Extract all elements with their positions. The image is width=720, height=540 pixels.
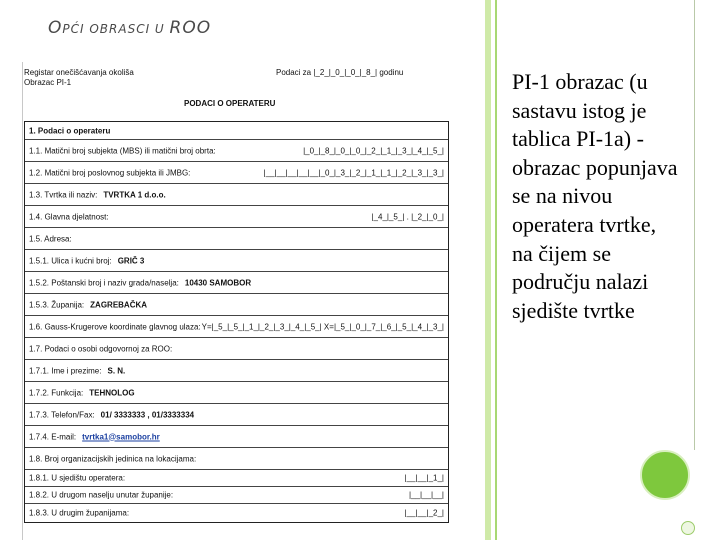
slide-body-text: PI-1 obrazac (u sastavu istog je tablica PI-1a) - obrazac popunjava se na nivou operatera tvrtke, na čijem se području nalazi sjedište tvrtke [512, 69, 678, 323]
operator-form-table [24, 121, 449, 523]
row-code: |__|__|_2_| [404, 508, 444, 517]
decorative-green-line [495, 0, 497, 540]
row-code: |__|__|__| [408, 490, 444, 500]
row-label: 1.8. Broj organizacijskih jedinica na lokacijama: [29, 454, 197, 463]
row-label-text: 1.5.2. Poštanski broj i naziv grada/naselja: [29, 278, 179, 287]
row-label: 1.8.1. U sjedištu operatera: [29, 473, 126, 483]
decorative-green-circle [640, 450, 690, 500]
row-label: 1.4. Glavna djelatnost: [29, 212, 109, 221]
row-label: 1.8.2. U drugom naselju unutar županije: [29, 490, 174, 500]
row-label-text: 1.5.3. Županija: [29, 300, 85, 309]
form-row-0 [25, 122, 448, 140]
doc-header-left-line1: Registar onečišćavanja okoliša [24, 68, 134, 77]
doc-header-left [24, 68, 134, 88]
row-code: |__|__|__|__|__|_0_|_3_|_2_|_1_|_1_|_2_|_3_|_3_| [263, 168, 444, 177]
doc-header-left-line2: Obrazac PI-1 [24, 78, 72, 87]
row-code: |__|__|_1_| [404, 473, 444, 483]
form-document-image [24, 64, 452, 534]
form-row-17 [25, 487, 448, 504]
row-label [29, 388, 135, 397]
row-label-text: 1.7.1. Ime i prezime: [29, 366, 102, 375]
row-label-text: 1.7.2. Funkcija: [29, 388, 84, 397]
form-row-1 [25, 140, 448, 162]
form-row-13 [25, 404, 448, 426]
row-label [29, 190, 166, 199]
row-value: S. N. [107, 366, 126, 375]
row-value: 01/ 3333333 , 01/3333334 [100, 410, 195, 419]
row-label [29, 410, 194, 419]
form-row-3 [25, 184, 448, 206]
row-code: |_0_|_8_|_0_|_0_|_2_|_1_|_3_|_4_|_5_| [303, 146, 444, 155]
row-label: 1.8.3. U drugim županijama: [29, 508, 130, 517]
form-row-14 [25, 426, 448, 448]
row-value: TVRTKA 1 d.o.o. [103, 190, 166, 199]
row-code: |_4_|_5_| . |_2_|_0_| [371, 212, 444, 221]
slide-title-part3: ROO [169, 18, 212, 38]
form-row-6 [25, 250, 448, 272]
form-row-9 [25, 316, 448, 338]
left-divider [22, 62, 23, 540]
row-label: 1.6. Gauss-Krugerove koordinate glavnog ulaza: [29, 322, 201, 331]
decorative-small-circle [681, 521, 695, 535]
row-label [29, 300, 147, 309]
row-label: 1.5. Adresa: [29, 234, 72, 243]
row-label-text: 1.7.3. Telefon/Fax: [29, 410, 95, 419]
row-label: 1. Podaci o operateru [29, 126, 111, 135]
row-label-text: 1.3. Tvrtka ili naziv: [29, 190, 98, 199]
row-label [29, 256, 144, 265]
form-row-15 [25, 448, 448, 470]
doc-title: PODACI O OPERATERU [184, 99, 276, 108]
form-row-18 [25, 504, 448, 521]
form-row-4 [25, 206, 448, 228]
form-row-5 [25, 228, 448, 250]
row-label: 1.7. Podaci o osobi odgovornoj za ROO: [29, 344, 173, 353]
form-row-7 [25, 272, 448, 294]
row-label: 1.2. Matični broj poslovnog subjekta ili JMBG: [29, 168, 191, 177]
form-row-2 [25, 162, 448, 184]
doc-header-right: Podaci za |_2_|_0_|_0_|_8_| godinu [276, 68, 404, 77]
row-label-text: 1.5.1. Ulica i kućni broj: [29, 256, 112, 265]
row-label: 1.1. Matični broj subjekta (MBS) ili matični broj obrta: [29, 146, 216, 155]
row-label [29, 432, 160, 441]
right-divider [694, 0, 695, 450]
email-link[interactable]: tvrtka1@samobor.hr [82, 432, 160, 441]
form-row-11 [25, 360, 448, 382]
slide-title-part2: PĆI OBRASCI U [62, 22, 170, 36]
slide-title [48, 18, 211, 38]
row-label [29, 366, 125, 375]
row-value: TEHNOLOG [89, 388, 135, 397]
slide-title-part1: O [48, 18, 63, 38]
row-value: 10430 SAMOBOR [184, 278, 252, 287]
row-label [29, 278, 251, 287]
form-row-8 [25, 294, 448, 316]
row-value: GRIČ 3 [117, 256, 145, 265]
form-row-16 [25, 470, 448, 487]
row-value: ZAGREBAČKA [90, 300, 148, 309]
form-row-12 [25, 382, 448, 404]
decorative-green-band [485, 0, 491, 540]
row-code: Y=|_5_|_5_|_1_|_2_|_3_|_4_|_5_| X=|_5_|_0_|_7_|_6_|_5_|_4_|_3_| [201, 322, 444, 331]
row-label-text: 1.7.4. E-mail: [29, 432, 77, 441]
form-row-10 [25, 338, 448, 360]
